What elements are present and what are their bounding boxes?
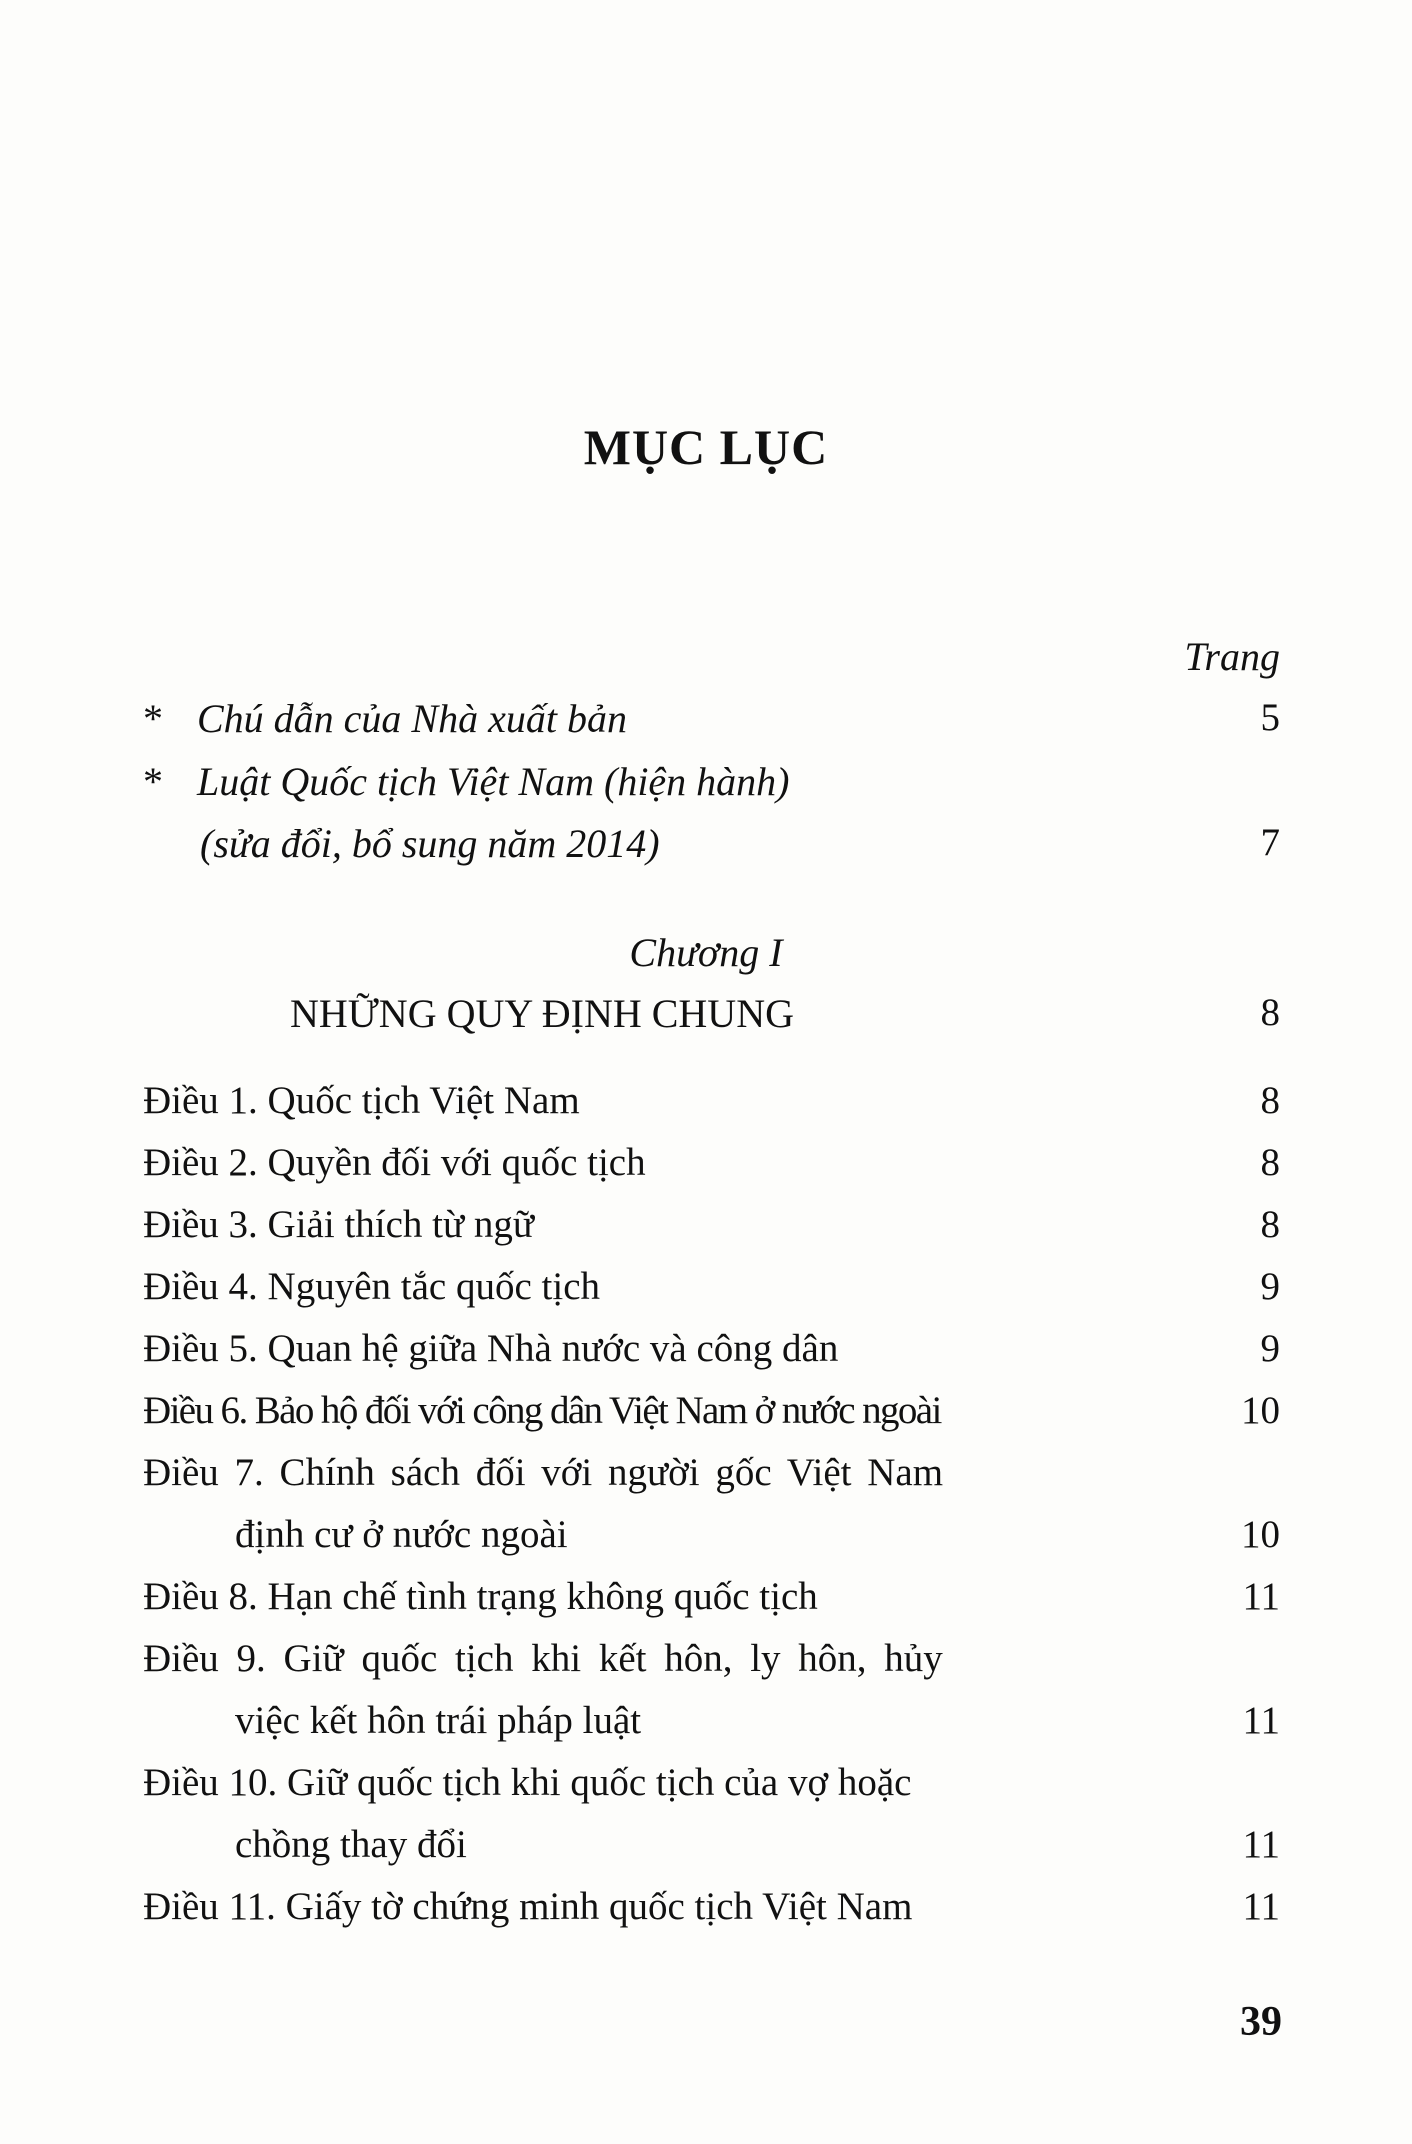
- toc-entry-article[interactable]: Điều 6. Bảo hộ đối với công dân Việt Nam ở nước ngoài: [143, 1389, 941, 1432]
- page-title: MỤC LỤC: [583, 419, 829, 475]
- toc-entry-page: 11: [1242, 1699, 1280, 1742]
- toc-entry-page: 8: [1260, 1203, 1280, 1246]
- bullet-star: *: [143, 696, 163, 741]
- toc-entry-page: 8: [1260, 1079, 1280, 1122]
- page-column-label: Trang: [1184, 634, 1280, 679]
- toc-entry-page: 9: [1260, 1265, 1280, 1308]
- chapter-title[interactable]: NHỮNG QUY ĐỊNH CHUNG: [290, 991, 794, 1036]
- toc-entry-article[interactable]: Điều 7. Chính sách đối với người gốc Việt Nam: [143, 1451, 944, 1494]
- toc-entry-page: 9: [1260, 1327, 1280, 1370]
- toc-entry-page: 11: [1242, 1885, 1280, 1928]
- toc-entry-front-matter[interactable]: [143, 758, 790, 805]
- toc-entry-article[interactable]: Điều 2. Quyền đối với quốc tịch: [143, 1141, 646, 1184]
- toc-entry-page: 5: [1260, 696, 1280, 739]
- toc-entry-text: Luật Quốc tịch Việt Nam (hiện hành): [197, 759, 790, 804]
- bullet-star: *: [143, 759, 163, 804]
- toc-entry-article[interactable]: Điều 5. Quan hệ giữa Nhà nước và công dân: [143, 1327, 839, 1370]
- toc-entry-page: 10: [1241, 1513, 1280, 1556]
- toc-entry-page: 7: [1260, 821, 1280, 864]
- toc-entry-article[interactable]: Điều 10. Giữ quốc tịch khi quốc tịch của vợ hoặc: [143, 1761, 912, 1804]
- toc-entry-page: 8: [1260, 991, 1280, 1034]
- toc-entry-continuation: việc kết hôn trái pháp luật: [235, 1699, 642, 1742]
- chapter-label: Chương I: [629, 930, 783, 975]
- toc-entry-page: 11: [1242, 1575, 1280, 1618]
- toc-entry-article[interactable]: Điều 9. Giữ quốc tịch khi kết hôn, ly hôn, hủy: [143, 1637, 943, 1680]
- toc-entry-article[interactable]: Điều 8. Hạn chế tình trạng không quốc tịch: [143, 1575, 818, 1618]
- toc-entry-continuation: định cư ở nước ngoài: [235, 1513, 568, 1556]
- toc-entry-front-matter[interactable]: [143, 695, 627, 742]
- toc-entry-article[interactable]: Điều 1. Quốc tịch Việt Nam: [143, 1079, 580, 1122]
- toc-entry-continuation: (sửa đổi, bổ sung năm 2014): [200, 821, 660, 866]
- toc-entry-page: 11: [1242, 1823, 1280, 1866]
- toc-entry-continuation: chồng thay đổi: [235, 1823, 467, 1866]
- toc-entry-article[interactable]: Điều 3. Giải thích từ ngữ: [143, 1203, 535, 1246]
- toc-entry-text: Chú dẫn của Nhà xuất bản: [197, 696, 627, 741]
- page-number: 39: [1240, 1999, 1282, 2045]
- toc-entry-article[interactable]: Điều 11. Giấy tờ chứng minh quốc tịch Việt Nam: [143, 1885, 913, 1928]
- toc-entry-page: 10: [1241, 1389, 1280, 1432]
- toc-entry-page: 8: [1260, 1141, 1280, 1184]
- toc-entry-article[interactable]: Điều 4. Nguyên tắc quốc tịch: [143, 1265, 601, 1308]
